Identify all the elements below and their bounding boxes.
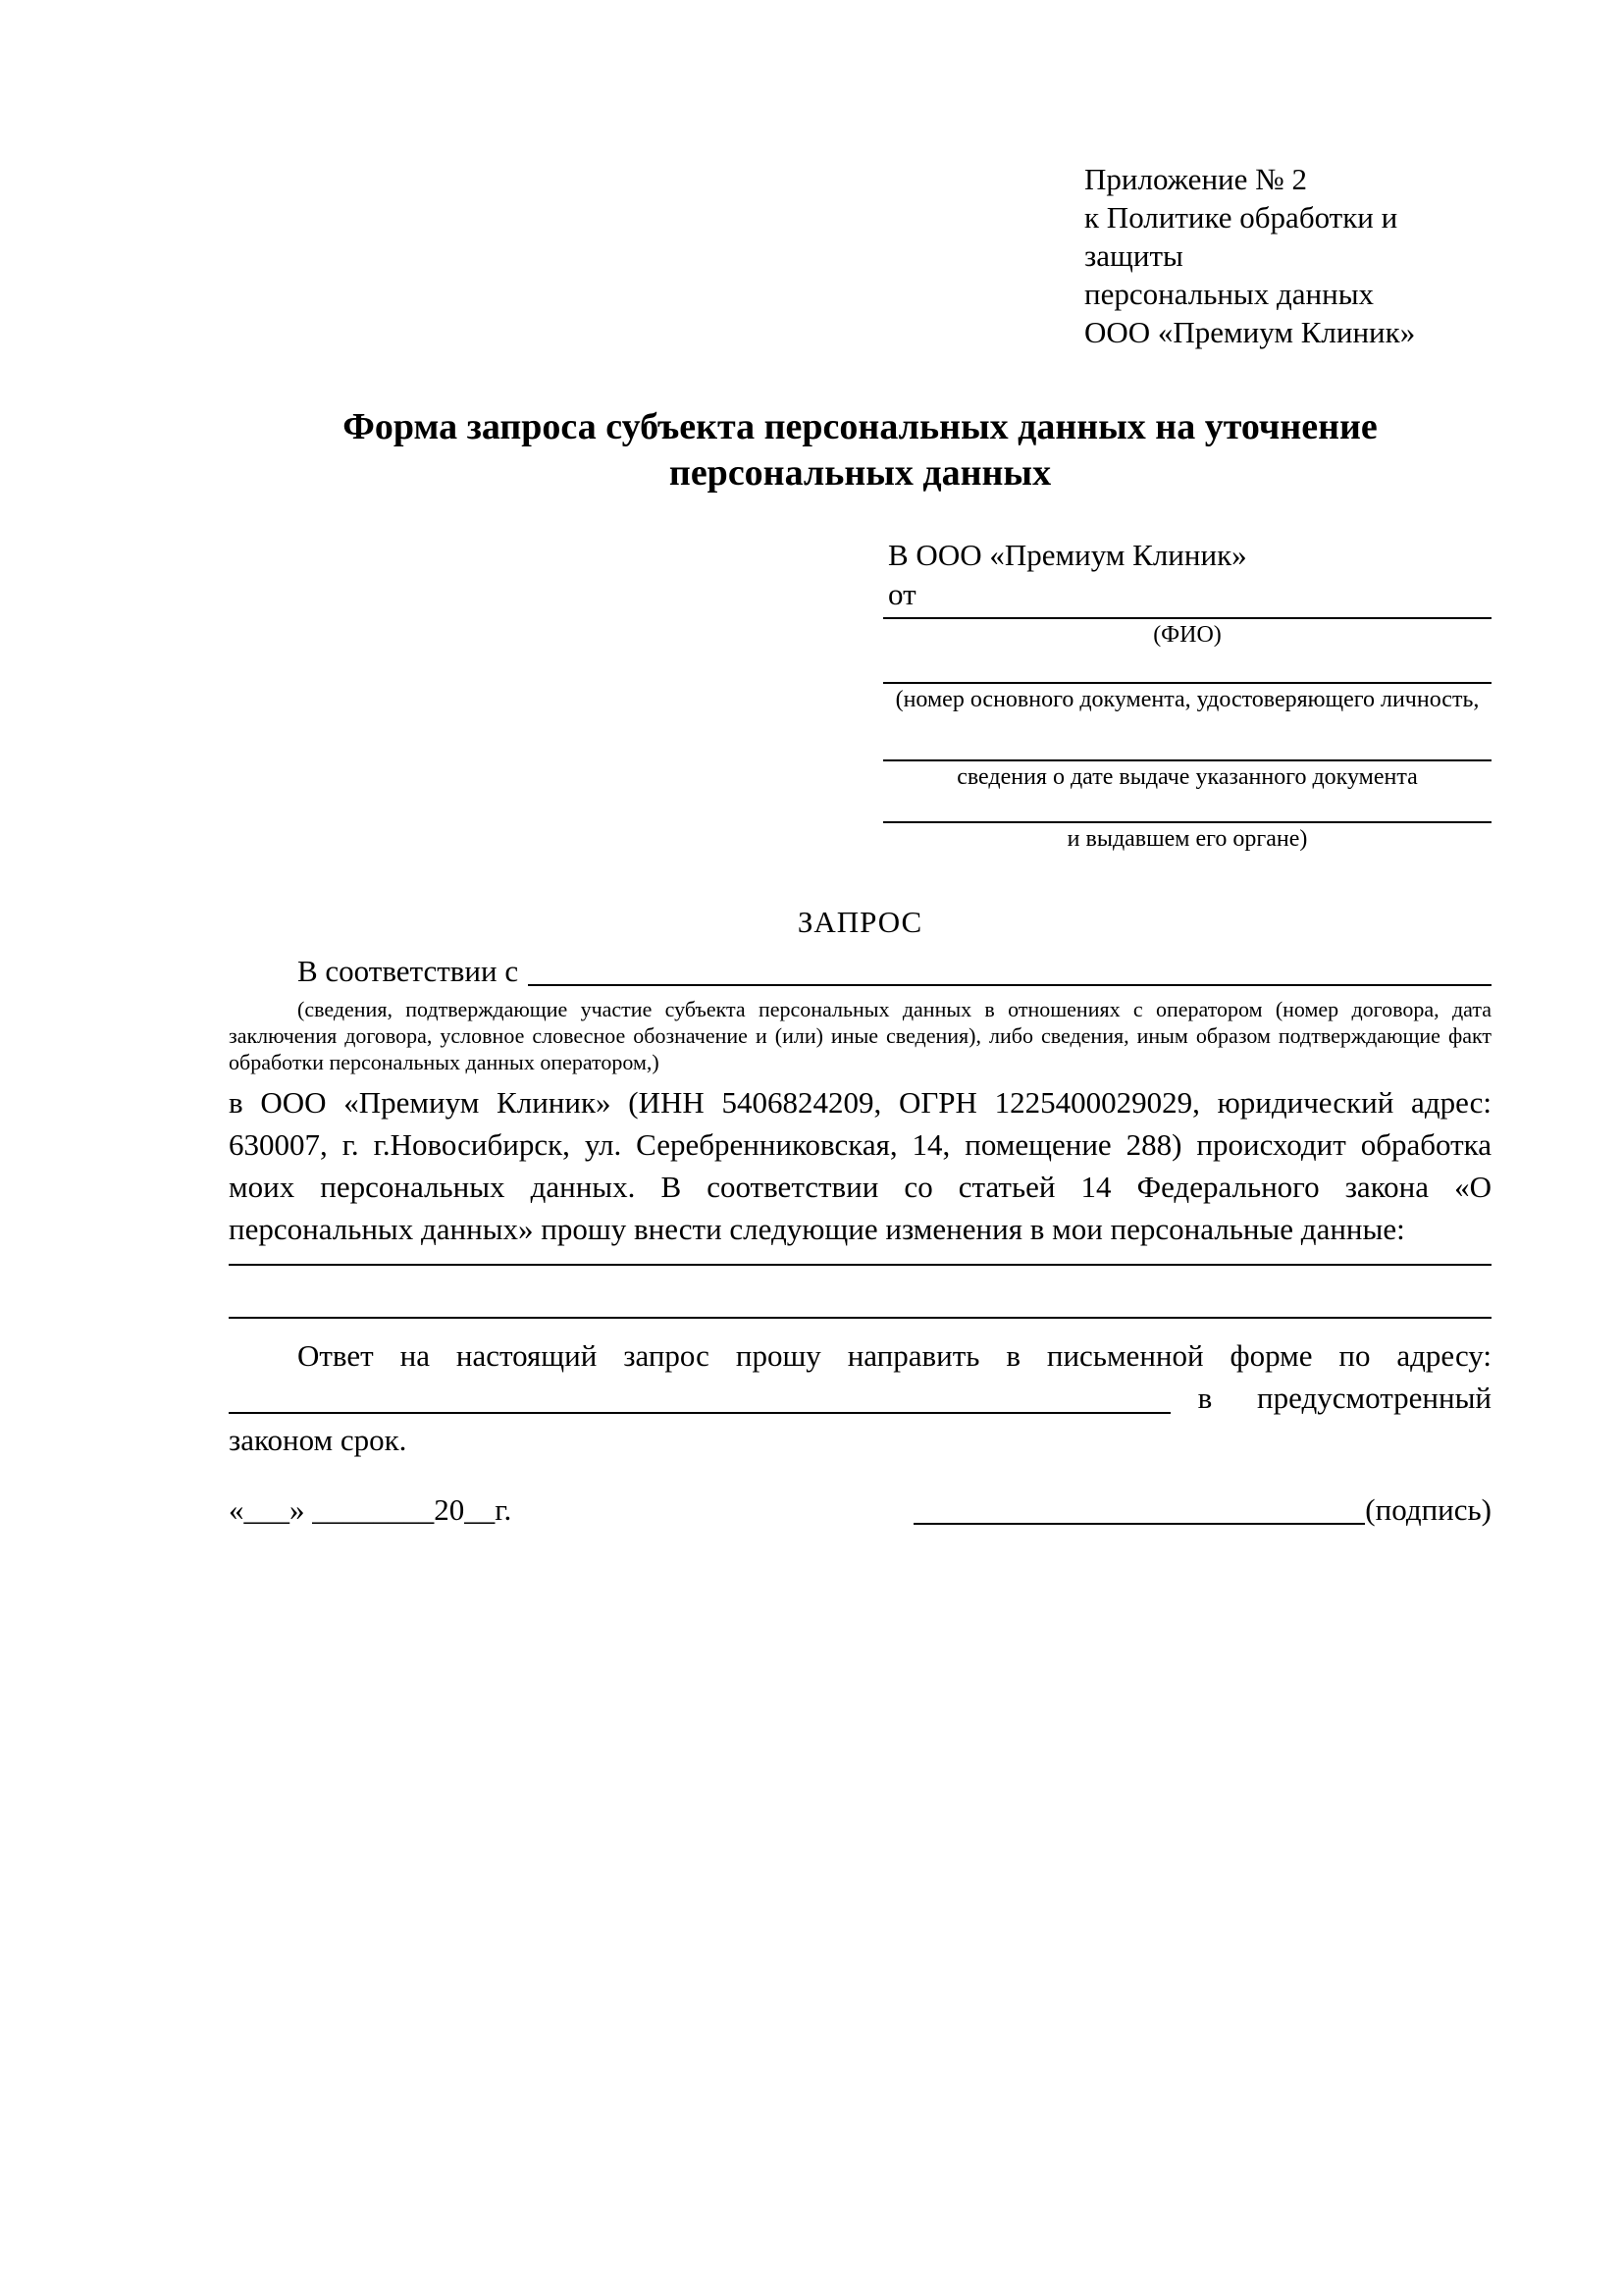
appendix-line: ООО «Премиум Клиник» (1084, 315, 1416, 349)
accordance-blank-line (528, 952, 1492, 986)
changes-blank-line-2 (229, 1317, 1492, 1319)
doc-issuer-blank-line (883, 821, 1492, 823)
accordance-row (229, 952, 1492, 991)
signature-blank-line (914, 1523, 1365, 1525)
appendix-line: персональных данных (1084, 277, 1375, 311)
reply-paragraph: Ответ на настоящий запрос прошу направить в письменной форме по адресу: (297, 1338, 1492, 1373)
reply-paragraph-end: законом срок. (229, 1423, 407, 1457)
signoff-row (229, 1488, 1492, 1531)
reply-paragraph-tail: в предусмотренный (1197, 1381, 1492, 1415)
signature-group (914, 1488, 1492, 1531)
addressee-block (888, 536, 1492, 614)
doc-number-blank-line (883, 682, 1492, 684)
identity-blanks (883, 617, 1492, 853)
appendix-line: Приложение № 2 (1084, 162, 1307, 196)
accordance-footnote: (сведения, подтверждающие участие субъекта персональных данных в отношениях с оператором (номер договора, дата заключения договора, условное словесное обозначение и (или) иные сведения), либо сведения, иным образом подтверждающие факт обработки персональных данных оператором,) (229, 997, 1492, 1074)
doc-number-caption: (номер основного документа, удостоверяющего личность, (895, 687, 1480, 712)
reply-address-row (229, 1377, 1492, 1419)
request-heading: ЗАПРОС (797, 905, 923, 939)
changes-blank-line-1 (229, 1264, 1492, 1266)
addressee-to: В ООО «Премиум Клиник» (888, 538, 1247, 572)
page-title: Форма запроса субъекта персональных данных на уточнение персональных данных (342, 406, 1378, 494)
appendix-line: к Политике обработки и защиты (1084, 200, 1398, 273)
doc-date-blank-line (883, 759, 1492, 761)
doc-date-caption: сведения о дате выдаче указанного документа (957, 764, 1418, 790)
addressee-from: от (888, 577, 916, 611)
accordance-prefix: В соответствии с (297, 954, 519, 988)
reply-address-blank-line (229, 1377, 1171, 1414)
fio-blank-line (883, 617, 1492, 619)
doc-issuer-caption: и выдавшем его органе) (1067, 826, 1308, 852)
appendix-block (1084, 160, 1492, 351)
date-blank: «___» ________20__г. (229, 1492, 512, 1527)
body-paragraph: в ООО «Премиум Клиник» (ИНН 5406824209, ОГРН 1225400029029, юридический адрес: 630007, г. г.Новосибирск, ул. Серебренниковская, 14, помещение 288) происходит обработка моих персональных данных. В соответствии со статьей 14 Федерального закона «О персональных данных» прошу внести следующие изменения в мои персональные данные: (229, 1085, 1492, 1246)
signature-caption: (подпись) (1365, 1492, 1492, 1527)
document-content (229, 160, 1492, 1531)
fio-caption: (ФИО) (1153, 622, 1222, 648)
